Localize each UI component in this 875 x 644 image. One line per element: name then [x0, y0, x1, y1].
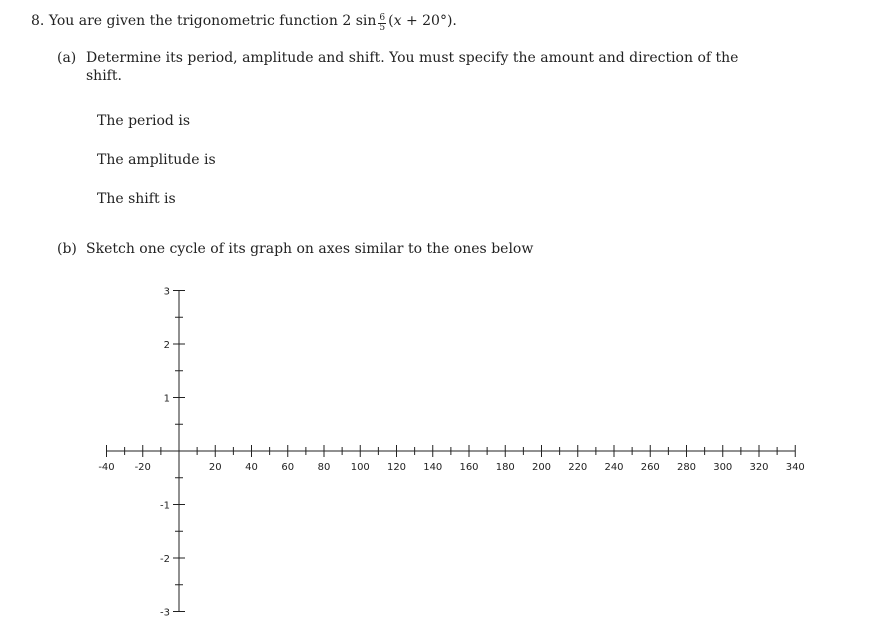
part-a-text-line2: shift.: [86, 68, 122, 84]
amplitude-label: The amplitude is: [97, 152, 216, 168]
question-lead: You are given the trigonometric function: [48, 13, 338, 29]
function-open-paren: (: [388, 13, 394, 29]
shift-label: The shift is: [97, 191, 176, 207]
y-tick-label: -3: [160, 607, 170, 619]
x-tick-label: 320: [749, 462, 769, 473]
function-variable: x: [393, 13, 402, 29]
y-tick-labels: [160, 287, 170, 619]
part-b-text: Sketch one cycle of its graph on axes similar to the ones below: [86, 241, 534, 257]
y-tick-label: -2: [160, 554, 170, 565]
x-tick-label: 180: [495, 462, 515, 473]
x-tick-label: 100: [350, 462, 370, 473]
x-tick-labels: [98, 462, 804, 473]
x-tick-label: 60: [281, 462, 295, 473]
x-tick-label: 220: [568, 462, 588, 473]
function-coefficient: 2: [342, 13, 352, 29]
fraction-denominator: 5: [379, 23, 386, 33]
x-tick-label: -20: [134, 462, 151, 473]
x-tick-label: 200: [531, 462, 552, 473]
part-a-label: (a): [57, 50, 77, 66]
part-a-text-line1: Determine its period, amplitude and shift. You must specify the amount and direction of the: [86, 50, 739, 66]
y-tick-label: 3: [163, 286, 170, 298]
x-tick-label: 240: [604, 462, 624, 473]
x-tick-label: 340: [785, 462, 805, 473]
x-tick-label: 140: [423, 462, 443, 473]
part-b-label: (b): [57, 241, 77, 257]
x-tick-label: 260: [640, 462, 660, 473]
y-tick-label: 1: [163, 393, 170, 405]
function-sin: sin: [355, 13, 377, 29]
x-tick-label: 120: [386, 462, 407, 473]
period-label: The period is: [97, 113, 191, 129]
function-rest: + 20°).: [401, 13, 457, 29]
fraction-numerator: 6: [379, 13, 386, 23]
y-tick-label: -1: [160, 500, 170, 512]
x-tick-label: 20: [208, 462, 222, 473]
x-tick-label: -40: [98, 462, 115, 473]
y-tick-label: 2: [163, 340, 170, 351]
x-tick-label: 40: [245, 462, 258, 473]
x-tick-label: 280: [676, 462, 697, 473]
x-tick-label: 160: [459, 462, 479, 473]
question-number: 8.: [31, 13, 45, 29]
x-tick-label: 300: [713, 462, 733, 473]
x-tick-label: 80: [317, 462, 331, 473]
